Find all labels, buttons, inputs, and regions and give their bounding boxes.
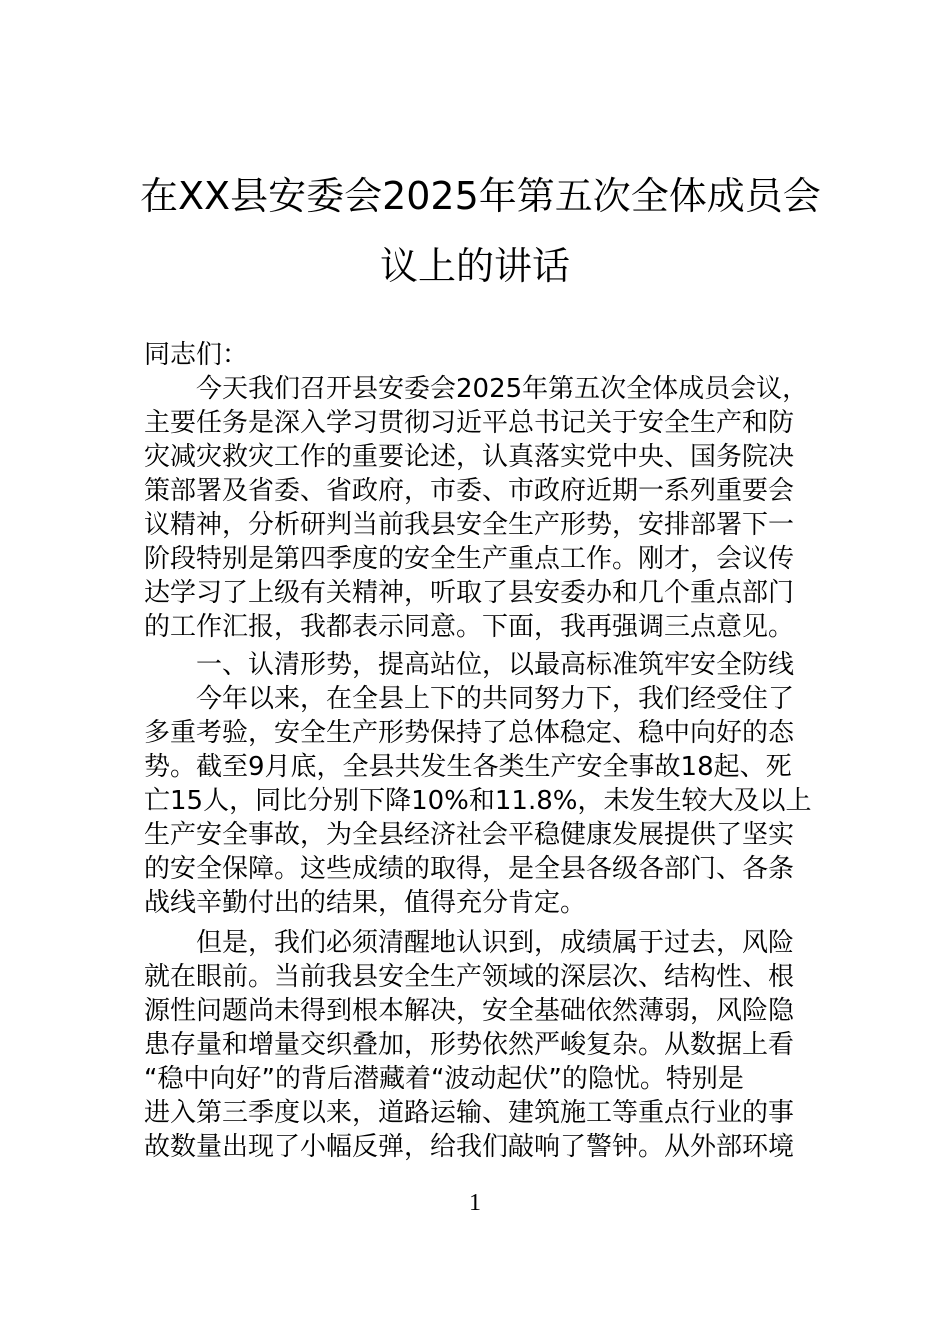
paragraph-line: 生产安全事故，为全县经济社会平稳健康发展提供了坚实	[144, 820, 795, 850]
page-number: 1	[469, 1190, 481, 1216]
paragraph-line: 就在眼前。当前我县安全生产领域的深层次、结构性、根	[144, 962, 795, 992]
paragraph-line: 阶段特别是第四季度的安全生产重点工作。刚才，会议传	[144, 544, 795, 574]
paragraph-line: 策部署及省委、省政府，市委、市政府近期一系列重要会	[144, 476, 795, 506]
paragraph-line: 的安全保障。这些成绩的取得，是全县各级各部门、各条	[144, 854, 795, 884]
paragraph-line: 多重考验，安全生产形势保持了总体稳定、稳中向好的态	[144, 718, 795, 748]
paragraph-line: 达学习了上级有关精神，听取了县安委办和几个重点部门	[144, 578, 795, 608]
paragraph-line: 患存量和增量交织叠加，形势依然严峻复杂。从数据上看	[144, 1030, 795, 1060]
paragraph-line: 主要任务是深入学习贯彻习近平总书记关于安全生产和防	[144, 408, 795, 438]
paragraph-line: 战线辛勤付出的结果，值得充分肯定。	[144, 888, 587, 918]
paragraph-line: 今年以来，在全县上下的共同努力下，我们经受住了	[196, 684, 795, 714]
paragraph-line: 源性问题尚未得到根本解决，安全基础依然薄弱，风险隐	[144, 996, 795, 1026]
paragraph-line: 议精神，分析研判当前我县安全生产形势，安排部署下一	[144, 510, 795, 540]
paragraph-line: 故数量出现了小幅反弹，给我们敲响了警钟。从外部环境	[144, 1132, 795, 1162]
document-title-line-2: 议上的讲话	[379, 244, 570, 288]
paragraph-line: 势。截至9月底，全县共发生各类生产安全事故18起、死	[144, 752, 792, 782]
paragraph-line: 但是，我们必须清醒地认识到，成绩属于过去，风险	[196, 928, 795, 958]
paragraph-line: 今天我们召开县安委会2025年第五次全体成员会议，	[196, 374, 809, 404]
paragraph-line: 亡15人，同比分别下降10%和11.8%，未发生较大及以上	[144, 786, 812, 816]
section-heading: 一、认清形势，提高站位，以最高标准筑牢安全防线	[196, 650, 795, 680]
greeting: 同志们：	[144, 340, 249, 370]
paragraph-line: 进入第三季度以来，道路运输、建筑施工等重点行业的事	[144, 1098, 795, 1128]
document-title-line-1: 在XX县安委会2025年第五次全体成员会	[140, 174, 821, 218]
paragraph-line: 灾减灾救灾工作的重要论述，认真落实党中央、国务院决	[144, 442, 795, 472]
paragraph-line: 的工作汇报，我都表示同意。下面，我再强调三点意见。	[144, 612, 795, 642]
paragraph-line: “稳中向好”的背后潜藏着“波动起伏”的隐忧。特别是	[144, 1064, 744, 1094]
